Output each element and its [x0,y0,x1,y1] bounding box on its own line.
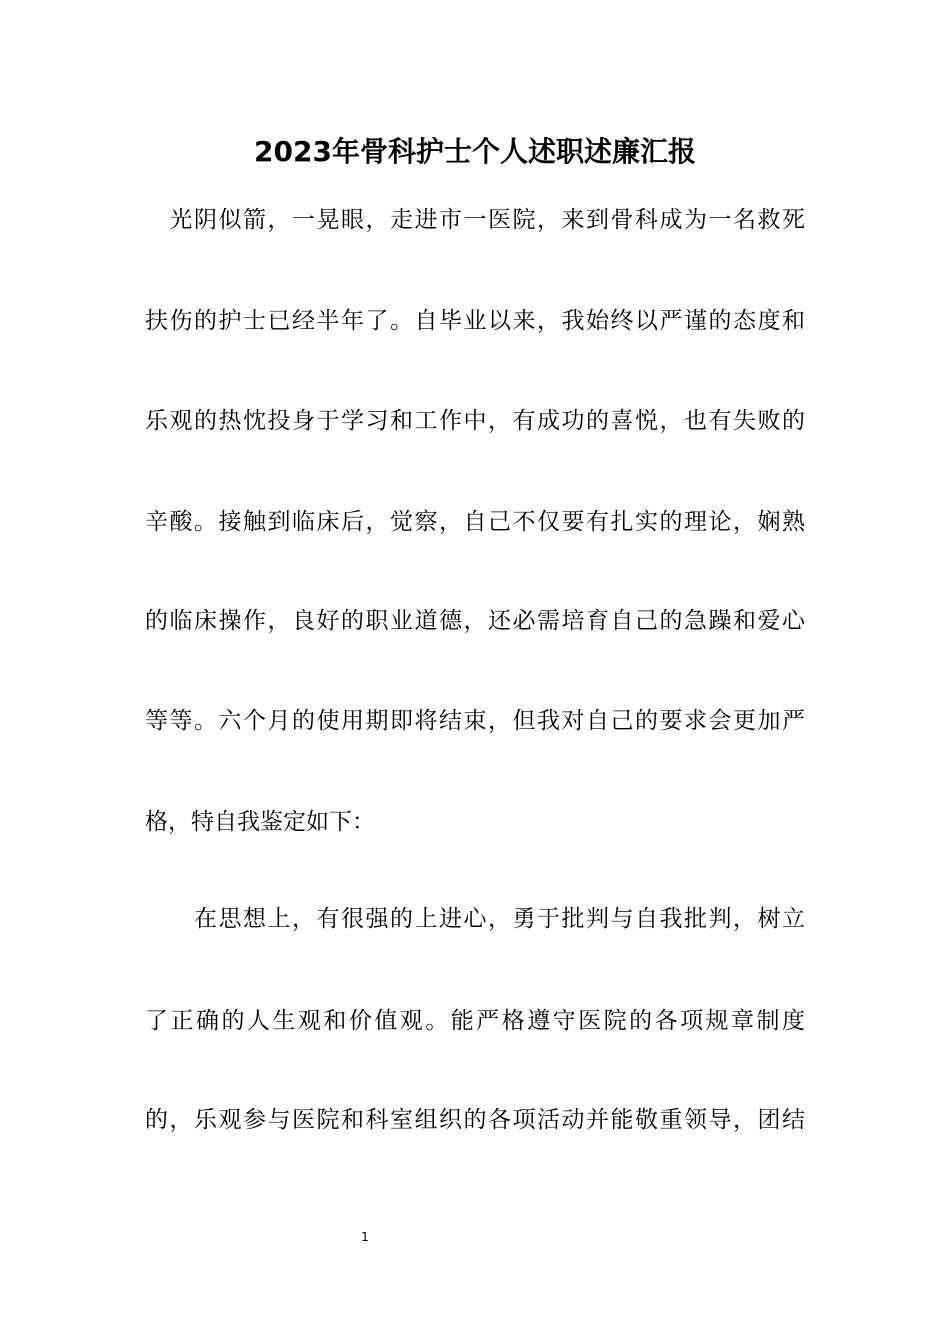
paragraph-line: 了正确的人生观和价值观。能严格遵守医院的各项规章制度 [145,1008,805,1034]
paragraph-line: 扶伤的护士已经半年了。自毕业以来，我始终以严谨的态度和 [145,308,805,334]
paragraph-line: 格，特自我鉴定如下： [145,809,375,835]
paragraph-line: 在思想上，有很强的上进心，勇于批判与自我批判，树立 [145,906,805,932]
page-number: 1 [361,1230,369,1244]
paragraph-line: 等等。六个月的使用期即将结束，但我对自己的要求会更加严 [145,708,805,734]
paragraph-line: 的，乐观参与医院和科室组织的各项活动并能敬重领导，团结 [145,1107,805,1133]
paragraph-line: 辛酸。接触到临床后，觉察，自己不仅要有扎实的理论，娴熟 [145,509,805,535]
paragraph-line: 光阴似箭，一晃眼，走进市一医院，来到骨科成为一名救死 [145,207,805,233]
document-title: 2023年骨科护士个人述职述廉汇报 [254,135,696,168]
paragraph-line: 乐观的热忱投身于学习和工作中，有成功的喜悦，也有失败的 [145,408,805,434]
paragraph-line: 的临床操作，良好的职业道德，还必需培育自己的急躁和爱心 [145,608,805,634]
